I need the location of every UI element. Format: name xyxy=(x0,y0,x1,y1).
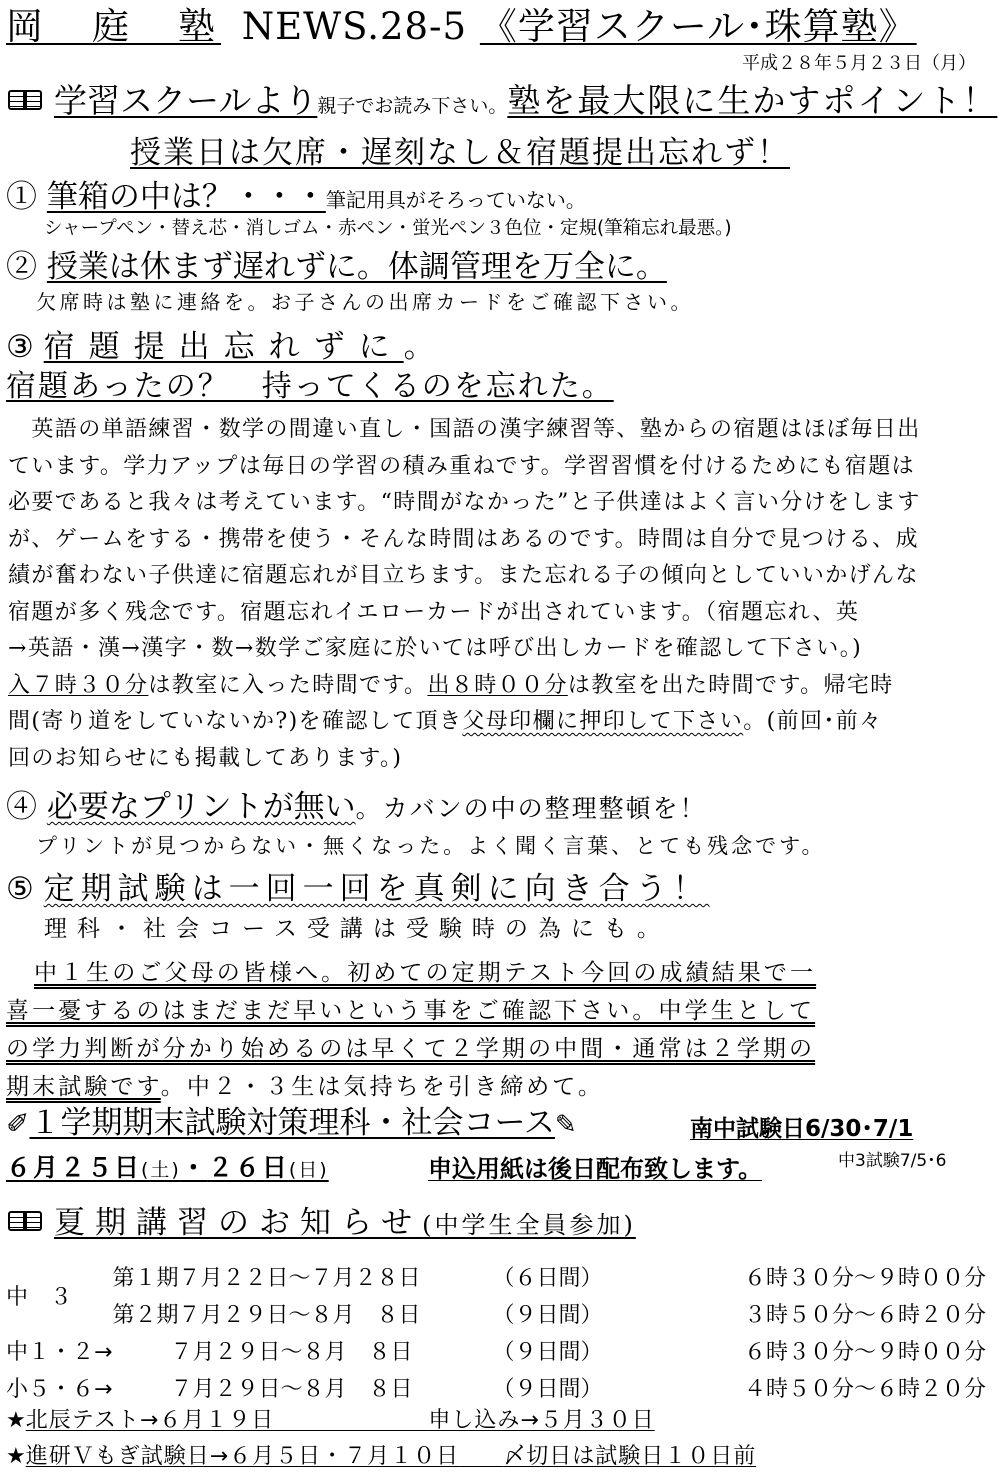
point-1-title: 筆箱の中は？・・・ xyxy=(46,179,326,215)
point-4-heading xyxy=(6,790,707,826)
table-row xyxy=(6,1295,986,1332)
pencil-icon: ✎ xyxy=(554,1110,577,1140)
time-cell: ４時５０分～６時２０分 xyxy=(743,1377,986,1402)
south-exam-date: 南中試験日6/30･7/1 xyxy=(690,1116,914,1142)
dot: ・ xyxy=(180,1153,208,1182)
sunday: (日) xyxy=(288,1159,329,1181)
card-note-text: 間(寄り道をしていないか?)を確認して頂き xyxy=(8,709,463,734)
issue-date: 平成２８年５月２３日（月） xyxy=(742,53,976,74)
days-cell: （６日間） xyxy=(492,1266,603,1291)
point-3-tail: 。 xyxy=(403,329,435,365)
notice-extra: 申し込み→５月３０日 xyxy=(428,1408,655,1433)
point-1-detail: シャープペン・替え芯・消しゴム・赤ペン・蛍光ペン３色位・定規(筆箱忘れ最悪。) xyxy=(44,218,732,239)
days-cell: （９日間） xyxy=(492,1340,603,1365)
point-5-title: 定期試験は一回一回を真剣に向き合う！ xyxy=(43,871,710,907)
period-cell: 第２期７月２９日～８月 ８日 xyxy=(112,1303,421,1328)
homework-line: 必要であると我々は考えています。“時間がなかった”と子供達はよく言い分けをします xyxy=(8,490,921,515)
notice-gap xyxy=(274,1408,428,1433)
time-cell: ３時５０分～６時２０分 xyxy=(743,1303,986,1328)
first-year-tail: 。中２・３生は気持ちを引き締めて。 xyxy=(160,1074,605,1100)
star-icon: ★ xyxy=(6,1408,26,1433)
first-year-line: 喜一憂するのはまだまだ早いという事をご確認下さい。中学生として xyxy=(6,998,816,1024)
point-4-detail: プリントが見つからない・無くなった。よく聞く言葉、とても残念です。 xyxy=(36,834,826,858)
exam-course-heading xyxy=(6,1106,577,1142)
card-note-line-3: 回のお知らせにも掲載してあります。) xyxy=(8,745,403,771)
notice-extra: 〆切日は試験日１０日前 xyxy=(503,1444,757,1469)
first-year-line xyxy=(6,1068,991,1106)
summer-title: 夏期講習のお知らせ xyxy=(54,1205,423,1241)
summer-schedule xyxy=(6,1258,986,1406)
first-year-note xyxy=(6,954,991,1106)
point-2-heading xyxy=(6,250,667,286)
point-2-title: 授業は休まず遅れずに。体調管理を万全に。 xyxy=(46,249,667,285)
first-year-line: の学力判断が分かり始めるのは早くて２学期の中間・通常は２学期の xyxy=(6,1036,816,1062)
point-4-title: 必要なプリントが無い xyxy=(46,789,356,825)
homework-body xyxy=(8,412,988,777)
star-icon: ★ xyxy=(6,1444,26,1469)
header-subtitle: 《学習スクール･珠算塾》 xyxy=(479,5,917,48)
summer-note: (中学生全員参加) xyxy=(422,1211,636,1239)
time-cell: ６時３０分～９時００分 xyxy=(743,1340,986,1365)
learning-section-heading xyxy=(6,82,997,120)
course-date-1: ６月２５日 xyxy=(6,1153,142,1182)
learning-tagline: 塾を最大限に生かすポイント！ xyxy=(507,81,998,120)
homework-line: →英語・漢→漢字・数→数学ご家庭に於いては呼び出しカードを確認して下さい。) xyxy=(8,636,863,661)
in-time: 入７時３０分 xyxy=(8,672,149,698)
open-book-icon xyxy=(6,1209,46,1235)
point-3-heading xyxy=(6,330,435,366)
first-year-emphasis: 期末試験です xyxy=(6,1074,161,1100)
period-cell: ７月２９日～８月 ８日 xyxy=(170,1377,413,1402)
ms3-exam-date: 中3試験7/5･6 xyxy=(838,1151,947,1171)
out-time: 出８時００分 xyxy=(427,672,568,698)
table-row xyxy=(6,1332,986,1369)
notice-text: 進研Ｖもぎ試験日→６月５日・７月１０日 xyxy=(25,1444,460,1469)
card-note-line-1 xyxy=(8,668,988,705)
table-row xyxy=(6,1369,986,1406)
point-2-detail: 欠席時は塾に連絡を。お子さんの出席カードをご確認下さい。 xyxy=(36,290,694,314)
exam-course-dates xyxy=(6,1154,329,1183)
first-year-line: 中１生のご父母の皆様へ。初めての定期テスト今回の成績結果で一 xyxy=(34,960,817,986)
course-date-2: ２６日 xyxy=(207,1153,289,1182)
exam-course-title: １学期期末試験対策理科・社会コース xyxy=(29,1105,555,1141)
homework-line: 宿題が多く残念です。宿題忘れイエローカードが出されています。（宿題忘れ、英 xyxy=(8,599,860,625)
point-3-sub: 宿題あったの？ 持ってくるのを忘れた。 xyxy=(6,369,614,404)
point-5-heading xyxy=(6,872,710,908)
learning-note: 親子でお読み下さい。 xyxy=(317,95,508,117)
homework-line: ています。学力アップは毎日の学習の積み重ねです。学習習慣を付けるためにも宿題は xyxy=(8,453,915,479)
form-note: 申込用紙は後日配布致します。 xyxy=(428,1155,763,1183)
point-5-detail: 理科・社会コース受講は受験時の為にも。 xyxy=(44,916,670,942)
saturday: (土) xyxy=(141,1159,181,1181)
point-4-number: ④ xyxy=(6,789,37,825)
point-1-heading xyxy=(6,180,586,216)
point-5-number: ⑤ xyxy=(6,871,34,907)
learning-subheading: 授業日は欠席・遅刻なし＆宿題提出忘れず！ xyxy=(130,135,790,171)
stamp-request: 父母印欄に押印して下さい xyxy=(462,709,744,734)
table-row xyxy=(6,1258,986,1295)
news-number: NEWS.28-5 xyxy=(241,5,468,48)
time-cell: ６時３０分～９時００分 xyxy=(743,1266,986,1291)
card-note-text: 。(前回･前々 xyxy=(743,709,883,734)
card-note-line-2 xyxy=(8,704,988,741)
point-3-number: ③ xyxy=(6,329,34,365)
grade-cell: 中 ３ xyxy=(6,1284,73,1310)
point-4-tail: 。カバンの中の整理整頓を！ xyxy=(355,794,707,823)
homework-line: 績が奮わない子供達に宿題忘れが目立ちます。また忘れる子の傾向としていいかげんな xyxy=(8,563,919,588)
summer-heading xyxy=(6,1206,636,1242)
header-title xyxy=(6,6,917,49)
point-2-number: ② xyxy=(6,249,37,285)
notice-shinken xyxy=(6,1444,756,1469)
notice-gap xyxy=(459,1444,503,1469)
learning-title: 学習スクールより xyxy=(54,81,318,120)
point-1-number: ① xyxy=(6,179,37,215)
school-name: 岡 庭 塾 xyxy=(6,5,221,48)
point-3-title: 宿題提出忘れずに xyxy=(43,329,404,365)
period-cell: 第１期７月２２日～７月２８日 xyxy=(112,1266,421,1291)
in-text: は教室に入った時間です。 xyxy=(148,672,428,698)
grade-cell: 小５・６→ xyxy=(6,1377,113,1402)
out-text: は教室を出た時間です。帰宅時 xyxy=(567,672,894,698)
days-cell: （９日間） xyxy=(492,1303,603,1328)
notice-hokushin xyxy=(6,1408,655,1433)
grade-cell: 中１・２→ xyxy=(6,1340,113,1365)
period-cell: ７月２９日～８月 ８日 xyxy=(170,1340,413,1365)
days-cell: （９日間） xyxy=(492,1377,603,1402)
open-book-icon xyxy=(6,88,46,114)
pencil-icon: ✐ xyxy=(6,1107,30,1140)
point-1-note: 筆記用具がそろっていない。 xyxy=(325,188,586,212)
homework-line: が、ゲームをする・携帯を使う・そんな時間はあるのです。時間は自分で見つける、成 xyxy=(8,526,919,552)
notice-text: 北辰テスト→６月１９日 xyxy=(25,1408,275,1433)
homework-line: 英語の単語練習・数学の間違い直し・国語の漢字練習等、塾からの宿題はほぼ毎日出 xyxy=(8,417,921,442)
